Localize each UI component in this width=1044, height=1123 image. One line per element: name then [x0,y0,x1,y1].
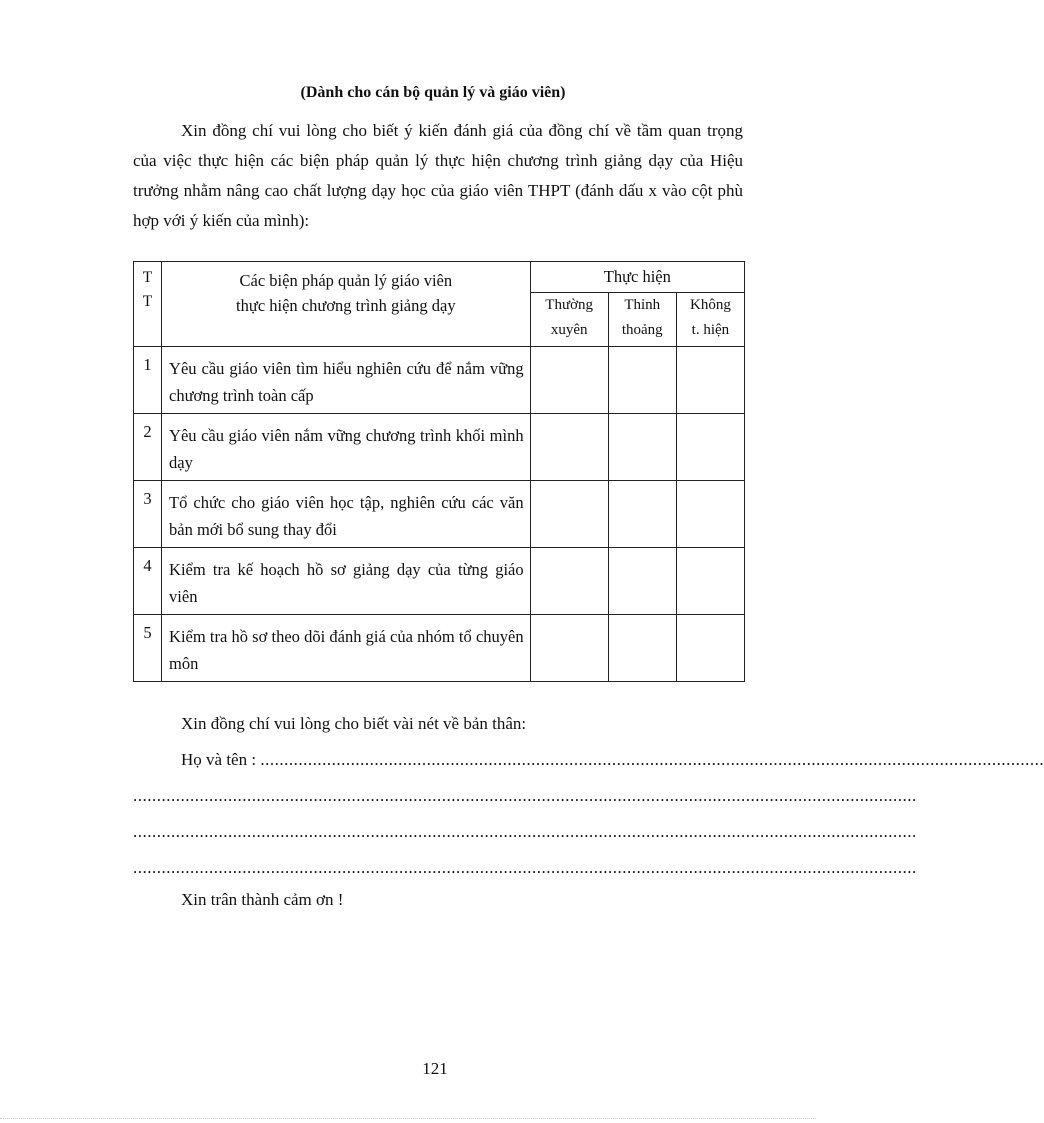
check-cell-never[interactable] [676,414,744,481]
check-cell-never[interactable] [676,615,744,682]
row-measure: Kiểm tra kế hoạch hồ sơ giảng dạy của từng giáo viên [162,548,531,615]
intro-paragraph: Xin đồng chí vui lòng cho biết ý kiến đánh giá của đồng chí về tầm quan trọng của việc thực hiện các biện pháp quản lý thực hiện chương trình giảng dạy của Hiệu trưởng nhằm nâng cao chất lượng dạy học của giáo viên THPT (đánh dấu x vào cột phù hợp với ý kiến của mình): [133,121,743,230]
form-heading: (Dành cho cán bộ quản lý và giáo viên) [300,84,566,101]
header-option-sometimes [608,292,676,346]
table-row [134,347,745,414]
survey-table [133,261,745,682]
personal-info-prompt: Xin đồng chí vui lòng cho biết vài nét về bản thân: [181,714,527,733]
header-tt-line1: T [142,269,153,286]
name-label: Họ và tên : [181,750,257,769]
check-cell-sometimes[interactable] [608,615,676,682]
row-measure: Kiểm tra hồ sơ theo dõi đánh giá của nhóm tổ chuyên môn [162,615,531,682]
row-number: 2 [134,414,162,481]
table-row [134,615,745,682]
option-never-line2: t. hiện [691,321,730,338]
row-number: 5 [134,615,162,682]
check-cell-sometimes[interactable] [608,481,676,548]
check-cell-regular[interactable] [530,414,608,481]
page-number: 121 [422,1059,448,1078]
header-measure [162,262,531,347]
table-row [134,481,745,548]
row-measure: Tổ chức cho giáo viên học tập, nghiên cứu các văn bản mới bổ sung thay đổi [162,481,531,548]
blank-line-1[interactable] [133,786,917,806]
check-cell-sometimes[interactable] [608,347,676,414]
check-cell-sometimes[interactable] [608,414,676,481]
blank-line-dots: ..................................................................................................................................................................... [133,822,917,841]
footer-divider [0,1118,816,1119]
check-cell-sometimes[interactable] [608,548,676,615]
check-cell-regular[interactable] [530,347,608,414]
thanks-text: Xin trân thành cảm ơn ! [181,890,344,909]
option-sometimes-line1: Thỉnh [624,296,661,313]
check-cell-never[interactable] [676,548,744,615]
header-thuc-hien: Thực hiện [530,262,744,293]
check-cell-never[interactable] [676,481,744,548]
check-cell-regular[interactable] [530,481,608,548]
table-row [134,414,745,481]
check-cell-regular[interactable] [530,548,608,615]
header-tt [134,262,162,347]
option-sometimes-line2: thoảng [621,321,663,338]
option-regular-line1: Thường [545,296,594,313]
option-regular-line2: xuyên [550,321,588,338]
blank-line-dots: ..................................................................................................................................................................... [133,858,917,877]
header-measure-line2: thực hiện chương trình giảng dạy [236,296,456,315]
row-number: 3 [134,481,162,548]
name-dot-fill: ..................................................................................................................................................................... [260,750,1044,769]
row-measure: Yêu cầu giáo viên nắm vững chương trình khối mình dạy [162,414,531,481]
header-measure-line1: Các biện pháp quản lý giáo viên [239,271,453,290]
name-field[interactable] [181,750,1044,770]
row-measure: Yêu cầu giáo viên tìm hiểu nghiên cứu để nắm vững chương trình toàn cấp [162,347,531,414]
option-never-line1: Không [689,296,731,313]
check-cell-regular[interactable] [530,615,608,682]
check-cell-never[interactable] [676,347,744,414]
blank-line-2[interactable] [133,822,917,842]
header-option-never [676,292,744,346]
row-number: 4 [134,548,162,615]
blank-line-3[interactable] [133,858,917,878]
header-tt-line2: T [142,293,153,310]
blank-line-dots: ..................................................................................................................................................................... [133,786,917,805]
header-option-regular [530,292,608,346]
table-row [134,548,745,615]
row-number: 1 [134,347,162,414]
